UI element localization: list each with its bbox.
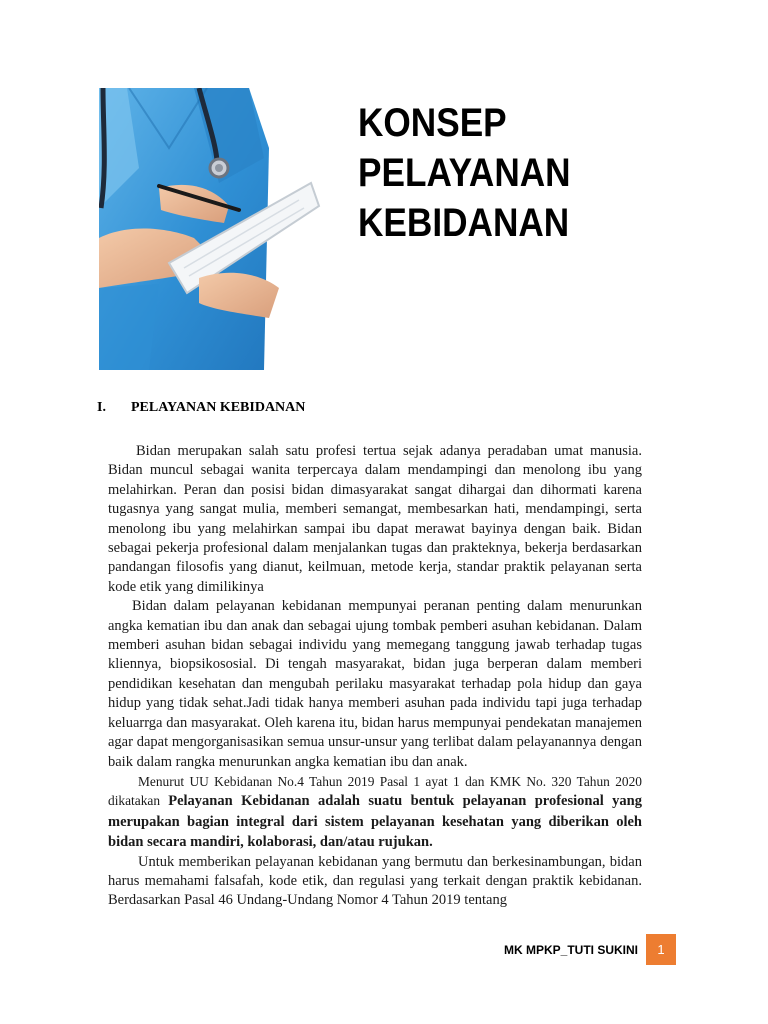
paragraph-3 [108, 772, 642, 853]
page-number-badge: 1 [646, 934, 676, 965]
title-line-2: PELAYANAN [358, 151, 571, 195]
paragraph-3-intro: Menurut UU Kebidanan No.4 Tahun 2019 Pasal 1 ayat 1 dan KMK No. 320 Tahun 2020 dikatakan [108, 773, 642, 809]
section-heading [97, 399, 305, 417]
paragraph-2: Bidan dalam pelayanan kebidanan mempunyai peranan penting dalam menurunkan angka kematian ibu dan anak dan sebagai ujung tombak pemberi asuhan kebidanan. Dalam memberi asuhan bidan sebagai individu yang memegang tanggung jawab terhadap tugas kliennya, biopsikososial. Di tengah masyarakat, bidan juga berperan dalam memberi pendidikan kesehatan dan mengubah perilaku masyarakat terhadap pola hidup dan gaya hidup yang tidak sehat.Jadi tidak hanya memberi asuhan pada individu tapi juga terhadap keluarrga dan masyarakat. Oleh karena itu, bidan harus mempunyai pendekatan manajemen agar dapat mengorganisasikan semua unsur-unsur yang terlibat dalam pelayanannya dengan baik dalam rangka menurunkan angka kematian ibu dan anak. [108, 598, 642, 770]
hero-image-nurse [99, 88, 321, 370]
section-title: PELAYANAN KEBIDANAN [131, 400, 306, 415]
paragraph-3-definition: Pelayanan Kebidanan adalah suatu bentuk pelayanan profesional yang merupakan bagian integral dari sistem pelayanan kesehatan yang diberikan oleh bidan secara mandiri, kolaborasi, dan/atau rujukan. [108, 793, 642, 851]
title-line-3: KEBIDANAN [358, 201, 570, 245]
paragraph-4: Untuk memberikan pelayanan kebidanan yang bermutu dan berkesinambungan, bidan harus memahami falsafah, kode etik, dan regulasi yang terkait dengan praktik kebidanan. Berdasarkan Pasal 46 Undang-Undang Nomor 4 Tahun 2019 tentang [108, 853, 642, 909]
paragraph-1: Bidan merupakan salah satu profesi tertua sejak adanya peradaban umat manusia. Bidan muncul sebagai wanita terpercaya dalam mendampingi dan menolong ibu yang melahirkan. Peran dan posisi bidan dimasyarakat sangat dihargai dan dihormati karena tugasnya yang sangat mulia, memberi semangat, membesarkan hati, mendampingi, serta menolong ibu yang melahirkan sampai ibu dapat merawat bayinya dengan baik. Bidan sebagai pekerja profesional dalam menjalankan tugas dan prakteknya, bekerja berdasarkan pandangan filosofis yang dianut, keilmuan, metode kerja, standar praktik pelayanan serta kode etik yang dimilikinya [108, 443, 642, 595]
body-text [108, 442, 642, 911]
title-line-1: KONSEP [358, 101, 507, 145]
section-number: I. [97, 400, 106, 415]
document-title [358, 98, 675, 248]
footer-label: MK MPKP_TUTI SUKINI [503, 943, 638, 957]
